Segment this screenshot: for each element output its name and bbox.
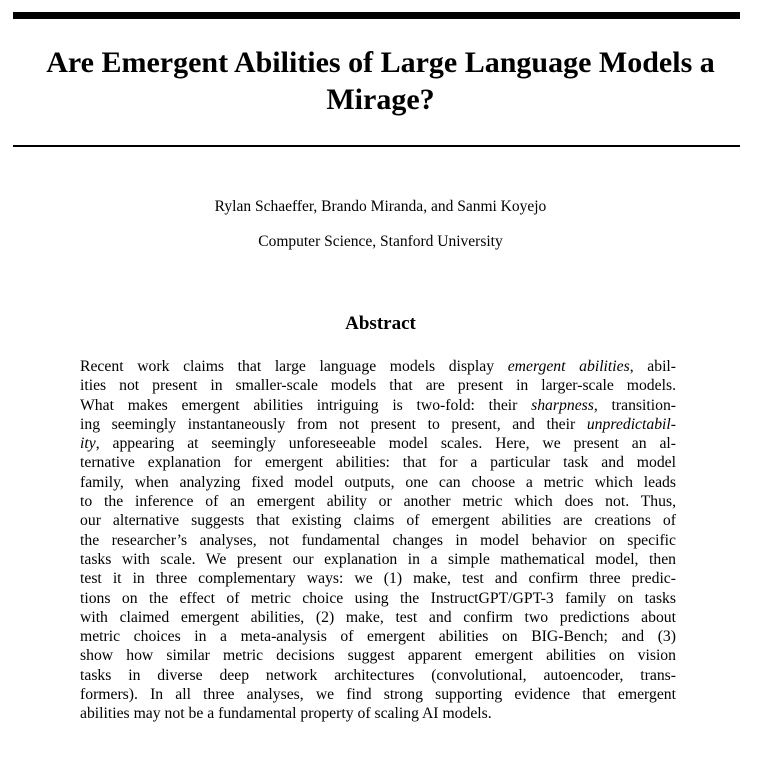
title-line-1: Are Emergent Abilities of Large Language Models a — [46, 46, 715, 79]
top-rule — [13, 12, 740, 19]
abstract-line: ing seemingly instantaneously from not present to present, and their unpredictabil- — [80, 415, 676, 433]
abstract-line: metric choices in a meta-analysis of emergent abilities on BIG-Bench; and (3) — [80, 628, 676, 646]
abstract-line: ity, appearing at seemingly unforeseeable model scales. Here, we present an al- — [80, 435, 676, 453]
abstract-line: ternative explanation for emergent abilities: that for a particular task and model — [80, 454, 676, 472]
abstract-line: our alternative suggests that existing claims of emergent abilities are creations of — [80, 512, 676, 530]
abstract-line: the researcher’s analyses, not fundamental changes in model behavior on specific — [80, 531, 676, 549]
abstract-line: tasks in diverse deep network architectures (convolutional, autoencoder, trans- — [80, 666, 676, 684]
abstract-line: formers). In all three analyses, we find strong supporting evidence that emergent — [80, 686, 676, 704]
abstract-line: abilities may not be a fundamental property of scaling AI models. — [80, 705, 492, 723]
emphasis-text: sharpness — [531, 396, 594, 414]
emphasis-text: ity — [80, 435, 96, 453]
author-list: Rylan Schaeffer, Brando Miranda, and Sanmi Koyejo — [214, 198, 547, 215]
abstract-line: tions on the effect of metric choice using the InstructGPT/GPT-3 family on tasks — [80, 589, 676, 607]
abstract-line: Recent work claims that large language models display emergent abilities, abil- — [80, 358, 677, 375]
abstract-line: ities not present in smaller-scale models that are present in larger-scale models. — [80, 377, 676, 395]
emphasis-text: emergent abilities — [507, 358, 630, 375]
title-line-2: Mirage? — [326, 83, 435, 116]
paper-title — [0, 44, 761, 118]
abstract-line: to the inference of an emergent ability or another metric which does not. Thus, — [80, 493, 676, 511]
abstract-line: show how similar metric decisions suggest apparent emergent abilities on vision — [80, 647, 676, 665]
abstract-line: test it in three complementary ways: we (1) make, test and confirm three predic- — [80, 570, 676, 588]
title-bottom-rule — [13, 145, 740, 147]
abstract-line: family, when analyzing fixed model outputs, one can choose a metric which leads — [80, 473, 676, 491]
affiliation: Computer Science, Stanford University — [258, 233, 503, 250]
abstract-line: What makes emergent abilities intriguing is two-fold: their sharpness, transition- — [80, 396, 677, 414]
abstract-line: with claimed emergent abilities, (2) make, test and confirm two predictions about — [80, 608, 676, 626]
emphasis-text: unpredictabil- — [586, 415, 676, 433]
abstract-body — [80, 357, 676, 724]
abstract-heading: Abstract — [345, 313, 416, 334]
abstract-line: tasks with scale. We present our explanation in a simple mathematical model, then — [80, 550, 676, 568]
